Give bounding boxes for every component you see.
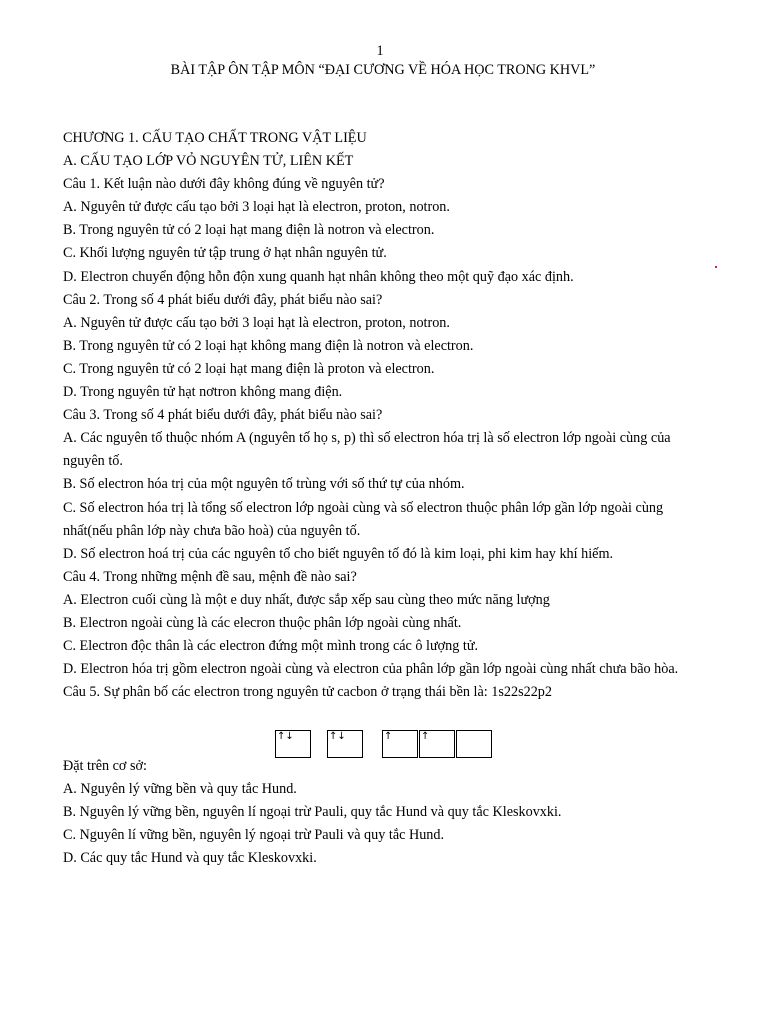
question-2-option-a: A. Nguyên tử được cấu tạo bởi 3 loại hạt là electron, proton, notron. [63,314,450,331]
question-5-option-d: D. Các quy tắc Hund và quy tắc Kleskovxki. [63,850,317,867]
question-1-option-d: D. Electron chuyển động hỗn độn xung quanh hạt nhân không theo một quỹ đạo xác định. [63,268,574,285]
question-4-option-a: A. Electron cuối cùng là một e duy nhất, được sắp xếp sau cùng theo mức năng lượng [63,591,550,608]
chapter-heading: CHƯƠNG 1. CẤU TẠO CHẤT TRONG VẬT LIỆU [63,130,367,146]
question-5-basis: Đặt trên cơ sở: [63,758,147,774]
question-1-option-b: B. Trong nguyên tử có 2 loại hạt mang điện là notron và electron. [63,222,435,239]
question-3-option-b: B. Số electron hóa trị của một nguyên tố trùng với số thứ tự của nhóm. [63,476,465,493]
question-2-option-c: C. Trong nguyên tử có 2 loại hạt mang điện là proton và electron. [63,360,435,377]
question-5-option-a: A. Nguyên lý vững bền và quy tắc Hund. [63,781,297,798]
question-2-option-d: D. Trong nguyên tử hạt nơtron không mang điện. [63,384,343,401]
orbital-box-2p-2: ↑ [419,730,455,758]
question-3: Câu 3. Trong số 4 phát biểu dưới đây, phát biểu nào sai? [63,407,383,424]
question-4-option-d: D. Electron hóa trị gồm electron ngoài cùng và electron của phân lớp gần lớp ngoài cùng nhất chưa bão hòa. [63,661,679,678]
question-5-option-b: B. Nguyên lý vững bền, nguyên lí ngoại trừ Pauli, quy tắc Hund và quy tắc Kleskovxki. [63,804,562,821]
question-3-option-d: D. Số electron hoá trị của các nguyên tố cho biết nguyên tố đó là kim loại, phi kim hay khí hiếm. [63,545,614,562]
question-5: Câu 5. Sự phân bố các electron trong nguyên tử cacbon ở trạng thái bền là: 1s22s22p2 [63,684,552,701]
question-3-option-c: C. Số electron hóa trị là tổng số electron lớp ngoài cùng và số electron thuộc phân lớp gần lớp ngoài cùng nhất(nếu phân lớp này chưa bão hoà) của nguyên tố. [63,499,664,539]
question-2-option-b: B. Trong nguyên tử có 2 loại hạt không mang điện là notron và electron. [63,337,474,354]
question-4-option-c: C. Electron độc thân là các electron đứng một mình trong các ô lượng tử. [63,638,479,655]
document-body [63,127,713,704]
orbital-box-1s: ↑↓ [275,730,311,758]
question-1-option-c: C. Khối lượng nguyên tử tập trung ở hạt nhân nguyên tử. [63,245,387,262]
page-number: 1 [376,43,384,59]
question-1-option-a: A. Nguyên tử được cấu tạo bởi 3 loại hạt là electron, proton, notron. [63,199,450,216]
orbital-box-2s: ↑↓ [327,730,363,758]
section-heading: A. CẤU TẠO LỚP VỎ NGUYÊN TỬ, LIÊN KẾT [63,153,354,170]
question-4-option-b: B. Electron ngoài cùng là các elecron thuộc phân lớp ngoài cùng nhất. [63,614,462,631]
orbital-box-2p-1: ↑ [382,730,418,758]
question-2: Câu 2. Trong số 4 phát biểu dưới đây, phát biểu nào sai? [63,291,383,308]
stray-mark [715,266,717,268]
question-5-option-c: C. Nguyên lí vững bền, nguyên lý ngoại trừ Pauli và quy tắc Hund. [63,827,445,844]
document-title: BÀI TẬP ÔN TẬP MÔN “ĐẠI CƯƠNG VỀ HÓA HỌC TRONG KHVL” [170,62,596,78]
question-5-answers [63,755,713,870]
question-4: Câu 4. Trong những mệnh đề sau, mệnh đề nào sai? [63,568,357,585]
orbital-box-2p-3 [456,730,492,758]
question-3-option-a: A. Các nguyên tố thuộc nhóm A (nguyên tố họ s, p) thì số electron hóa trị là số electron lớp ngoài cùng của nguyên tố. [63,430,671,470]
question-1: Câu 1. Kết luận nào dưới đây không đúng về nguyên tử? [63,176,385,193]
